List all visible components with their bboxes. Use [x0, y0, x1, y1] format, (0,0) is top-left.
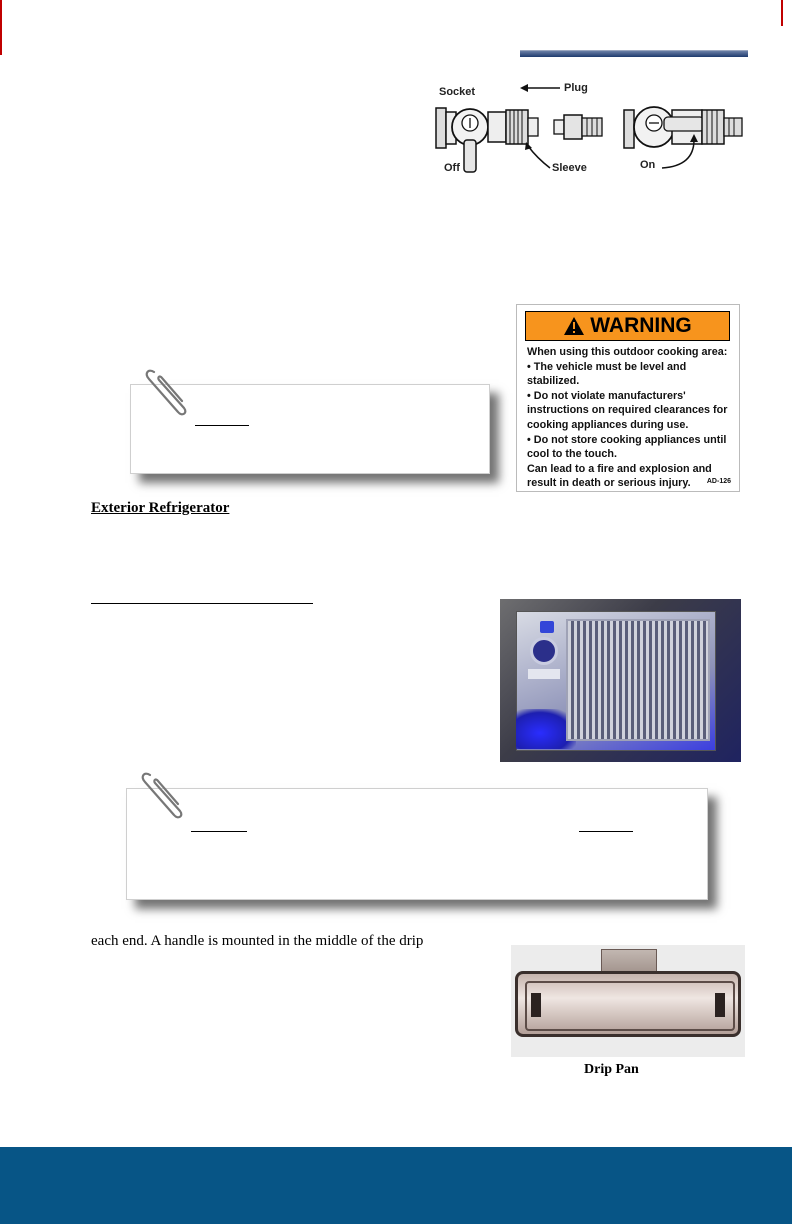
crop-mark-left [0, 0, 2, 55]
paperclip-icon [140, 767, 188, 829]
body-paragraph: each end. A handle is mounted in the middle of the drip [91, 933, 424, 949]
off-label: Off [444, 162, 460, 174]
page-footer [0, 1147, 792, 1224]
header-rule [520, 51, 748, 57]
warning-header [525, 311, 730, 341]
warning-bullet: • Do not violate manufacturers' instructions on required clearances for cooking appliances during use. [527, 389, 728, 431]
on-label: On [640, 159, 656, 171]
warning-title: WARNING [590, 314, 692, 337]
section-heading: Exterior Refrigerator [91, 500, 230, 516]
warning-text [527, 345, 733, 491]
drip-pan-caption: Drip Pan [584, 1062, 639, 1077]
note-label-underline [579, 831, 633, 832]
warning-label [516, 304, 740, 492]
crop-mark-right [781, 0, 783, 26]
drip-pan-photo [511, 945, 745, 1057]
warning-intro: When using this outdoor cooking area: [527, 346, 728, 358]
note-label-underline [195, 425, 249, 426]
note-label-underline [191, 831, 247, 832]
plug-label: Plug [564, 82, 588, 94]
warning-bullet: • Do not store cooking appliances until cool to the touch. [527, 433, 727, 461]
refrigerator-switch [530, 637, 558, 665]
sleeve-label: Sleeve [552, 162, 587, 174]
subheading-underline [91, 603, 313, 604]
warning-bullet: • The vehicle must be level and stabilized. [527, 360, 687, 388]
connector-illustration [432, 80, 748, 180]
warning-code: AD-126 [706, 478, 731, 485]
socket-label: Socket [439, 86, 476, 98]
warning-triangle-icon [563, 316, 585, 336]
refrigerator-vent-photo [500, 599, 741, 762]
gas-connector-diagram [432, 80, 748, 180]
paperclip-icon [144, 364, 192, 426]
note-box [126, 788, 708, 900]
warning-consequence: Can lead to a fire and explosion and result in death or serious injury. [527, 462, 712, 490]
